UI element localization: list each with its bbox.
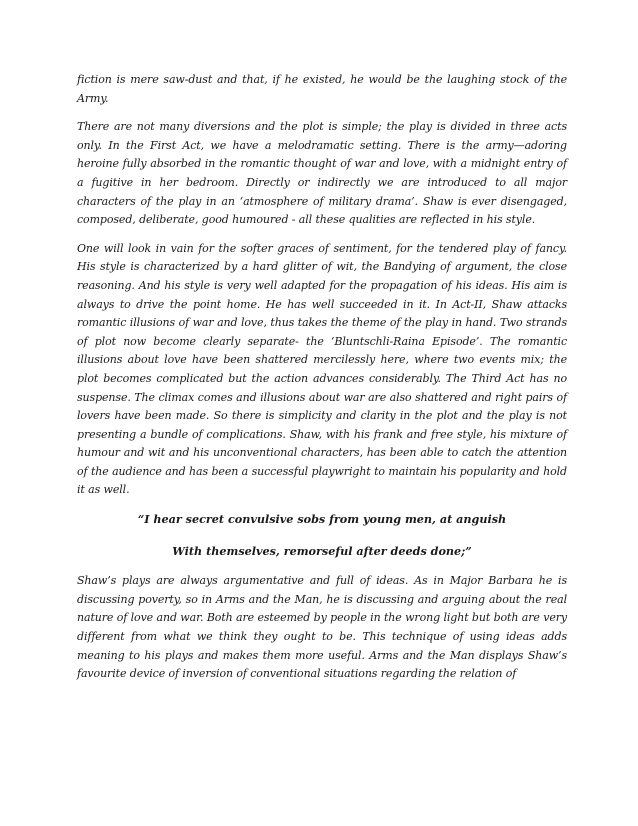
- quote-line-2: With themselves, remorseful after deeds done;”: [172, 543, 472, 558]
- quotation: [77, 510, 567, 560]
- quote-line-1: “I hear secret convulsive sobs from young men, at anguish: [137, 512, 507, 527]
- paragraph-ideas: Shaw’s plays are always argumentative and full of ideas. As in Major Barbara he is discussing poverty, so in Arms and the Man, he is discussing and arguing about the real nature of love and war. Both are esteemed by people in the wrong light but both are very different from what we think they ought to be. This technique of using ideas adds meaning to his plays and makes them more useful. Arms and the Man displays Shaw’s favourite device of inversion of conventional situations regarding the relation of: [77, 574, 567, 681]
- document-page: [77, 71, 567, 694]
- paragraph-fiction: fiction is mere saw-dust and that, if he existed, he would be the laughing stock of the Army.: [77, 73, 567, 105]
- paragraph-style: One will look in vain for the softer graces of sentiment, for the tendered play of fancy. His style is characterized by a hard glitter of wit, the Bandying of argument, the close reasoning. And his style is very well adapted for the propagation of his ideas. His aim is always to drive the point home. He has well succeeded in it. In Act-II, Shaw attacks romantic illusions of war and love, thus takes the theme of the play in hand. Two strands of plot now become clearly separate- the ‘Bluntschli-Raina Episode’. The romantic illusions about love have been shattered mercilessly here, where two events mix; the plot becomes complicated but the action advances considerably. The Third Act has no suspense. The climax comes and illusions about war are also shattered and right pairs of lovers have been made. So there is simplicity and clarity in the plot and the play is not presenting a bundle of complications. Shaw, with his frank and free style, his mixture of humour and wit and his unconventional characters, has been able to catch the attention of the audience and has been a successful playwright to maintain his popularity and hold it as well.: [77, 241, 567, 497]
- paragraph-plot-structure: There are not many diversions and the plot is simple; the play is divided in three acts only. In the First Act, we have a melodramatic setting. There is the army—adoring heroine fully absorbed in the romantic thought of war and love, with a midnight entry of a fugitive in her bedroom. Directly or indirectly we are introduced to all major characters of the play in an ‘atmosphere of military drama’. Shaw is ever disengaged, composed, deliberate, good humoured - all these qualities are reflected in his style.: [77, 120, 567, 227]
